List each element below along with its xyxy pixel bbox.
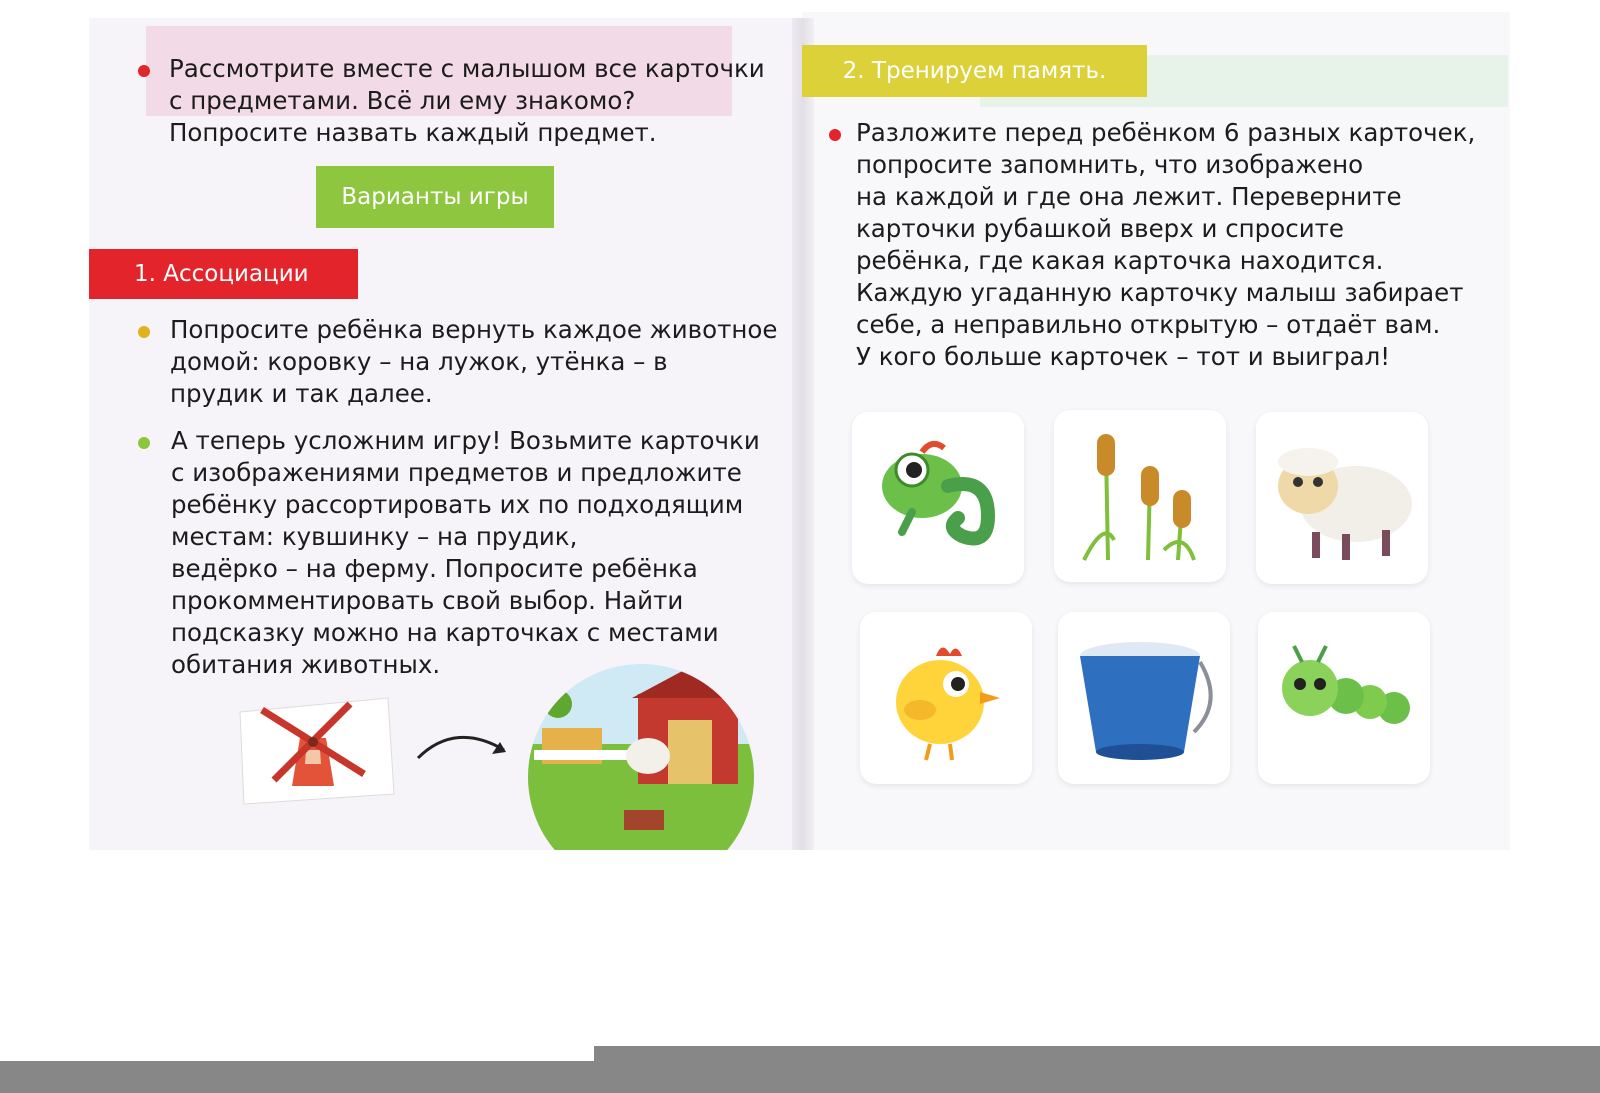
- para1-bullet: [138, 326, 150, 338]
- para2-line: обитания животных.: [171, 650, 441, 679]
- right-line: У кого больше карточек – тот и выиграл!: [856, 342, 1391, 371]
- para2-bullet: [138, 437, 150, 449]
- windmill-card-illustration: [226, 694, 396, 812]
- para2-line: А теперь усложним игру! Возьмите карточки: [171, 426, 760, 455]
- intro-line: с предметами. Всё ли ему знакомо?: [169, 86, 636, 115]
- chick-icon: [860, 612, 1032, 784]
- section1-header-text: 1. Ассоциации: [134, 261, 309, 287]
- para2-line: ребёнку рассортировать их по подходящим: [171, 490, 744, 519]
- arrow-icon: [414, 728, 514, 768]
- bucket-icon: [1058, 612, 1230, 784]
- para2-line: прокомментировать свой выбор. Найти: [171, 586, 684, 615]
- para2-line: с изображениями предметов и предложите: [171, 458, 742, 487]
- lamb-icon: [1256, 412, 1428, 584]
- intro-bullet: [138, 65, 150, 77]
- right-line: попросите запомнить, что изображено: [856, 150, 1364, 179]
- section1-header: [89, 249, 358, 299]
- intro-line: Попросите назвать каждый предмет.: [169, 118, 657, 147]
- section2-header: [802, 45, 1147, 97]
- bottom-bar: [0, 1061, 1600, 1093]
- para1-line: прудик и так далее.: [170, 379, 433, 408]
- para2-line: местам: кувшинку – на прудик,: [171, 522, 578, 551]
- card-cattails[interactable]: [1054, 410, 1226, 582]
- cattails-icon: [1054, 410, 1226, 582]
- right-paragraph: [856, 117, 1475, 373]
- book-spine: [792, 18, 814, 850]
- farm-card-illustration: [528, 664, 754, 850]
- card-caterpillar[interactable]: [1258, 612, 1430, 784]
- para1-line: домой: коровку – на лужок, утёнка – в: [170, 347, 668, 376]
- variants-header-text: Варианты игры: [341, 184, 529, 210]
- intro-line: Рассмотрите вместе с малышом все карточки: [169, 54, 765, 83]
- card-chameleon[interactable]: [852, 412, 1024, 584]
- right-line: ребёнка, где какая карточка находится.: [856, 246, 1384, 275]
- right-line: себе, а неправильно открытую – отдаёт вам.: [856, 310, 1441, 339]
- right-bullet: [829, 129, 841, 141]
- caterpillar-icon: [1258, 612, 1430, 784]
- intro-paragraph: [169, 53, 765, 149]
- card-chick[interactable]: [860, 612, 1032, 784]
- para2-line: ведёрко – на ферму. Попросите ребёнка: [171, 554, 698, 583]
- para1-line: Попросите ребёнка вернуть каждое животное: [170, 315, 778, 344]
- right-line: на каждой и где она лежит. Переверните: [856, 182, 1402, 211]
- right-line: карточки рубашкой вверх и спросите: [856, 214, 1344, 243]
- card-bucket[interactable]: [1058, 612, 1230, 784]
- right-line: Каждую угаданную карточку малыш забирает: [856, 278, 1464, 307]
- section2-header-text: 2. Тренируем память.: [842, 58, 1107, 84]
- chameleon-icon: [852, 412, 1024, 584]
- para2-line: подсказку можно на карточках с местами: [171, 618, 719, 647]
- para1: [170, 314, 777, 410]
- card-lamb[interactable]: [1256, 412, 1428, 584]
- variants-header: [316, 166, 554, 228]
- para2: [171, 425, 760, 681]
- right-line: Разложите перед ребёнком 6 разных карточек,: [856, 118, 1476, 147]
